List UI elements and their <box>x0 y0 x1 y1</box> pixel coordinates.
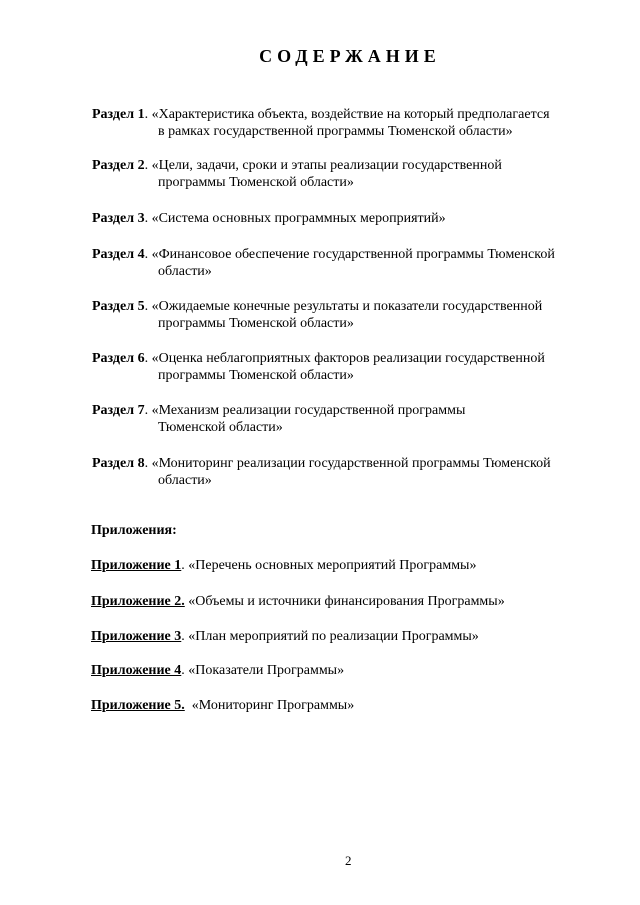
section-7 <box>92 402 602 436</box>
section-4 <box>92 246 602 280</box>
appendix-5 <box>91 697 354 714</box>
section-title-line2: области» <box>158 264 212 279</box>
section-separator: . <box>144 351 152 366</box>
section-label: Раздел 5 <box>92 299 145 314</box>
section-title-line1: «Система основных программных мероприятий» <box>151 211 446 226</box>
section-title-line1: «Механизм реализации государственной программы <box>151 403 466 418</box>
section-title-line2: области» <box>158 473 212 488</box>
section-label: Раздел 7 <box>92 403 145 418</box>
section-separator: . <box>144 247 152 262</box>
section-2 <box>92 157 602 191</box>
section-title-line1: «Мониторинг реализации государственной программы Тюменской <box>151 456 551 471</box>
section-title-line2: программы Тюменской области» <box>158 368 354 383</box>
section-title-line1: «Оценка неблагоприятных факторов реализации государственной <box>151 351 545 366</box>
section-label: Раздел 8 <box>92 456 145 471</box>
appendix-title: . «Показатели Программы» <box>181 663 345 678</box>
appendix-title: . «План мероприятий по реализации Программы» <box>181 629 479 644</box>
section-5 <box>92 298 602 332</box>
section-separator: . <box>144 158 152 173</box>
section-title-line2: Тюменской области» <box>158 420 283 435</box>
section-label: Раздел 2 <box>92 158 145 173</box>
appendix-label: Приложение 5. <box>91 698 185 713</box>
section-separator: . <box>144 456 152 471</box>
section-8 <box>92 455 602 489</box>
appendices-heading: Приложения: <box>91 523 177 538</box>
section-separator: . <box>144 299 152 314</box>
page-number: 2 <box>345 853 352 868</box>
section-6 <box>92 350 602 384</box>
section-label: Раздел 6 <box>92 351 145 366</box>
appendix-title: . «Перечень основных мероприятий Программы» <box>181 558 477 573</box>
section-label: Раздел 3 <box>92 211 145 226</box>
appendix-title: «Объемы и источники финансирования Программы» <box>184 594 505 609</box>
section-title-line1: «Характеристика объекта, воздействие на который предполагается <box>151 107 550 122</box>
appendix-title: «Мониторинг Программы» <box>184 698 355 713</box>
section-title-line2: в рамках государственной программы Тюменской области» <box>158 124 513 139</box>
section-3 <box>92 210 602 227</box>
section-title-line1: «Финансовое обеспечение государственной программы Тюменской <box>151 247 555 262</box>
appendix-label: Приложение 1 <box>91 558 182 573</box>
section-1 <box>92 106 602 140</box>
section-separator: . <box>144 403 152 418</box>
appendix-3 <box>91 628 479 645</box>
page-title: СОДЕРЖАНИЕ <box>259 46 441 66</box>
section-title-line2: программы Тюменской области» <box>158 316 354 331</box>
appendix-label: Приложение 2. <box>91 594 185 609</box>
section-label: Раздел 4 <box>92 247 145 262</box>
appendix-label: Приложение 4 <box>91 663 182 678</box>
section-separator: . <box>144 211 152 226</box>
section-separator: . <box>144 107 152 122</box>
section-title-line1: «Ожидаемые конечные результаты и показатели государственной <box>151 299 543 314</box>
appendix-label: Приложение 3 <box>91 629 182 644</box>
appendix-4 <box>91 662 344 679</box>
appendix-1 <box>91 557 476 574</box>
section-title-line2: программы Тюменской области» <box>158 175 354 190</box>
appendix-2 <box>91 593 505 610</box>
section-title-line1: «Цели, задачи, сроки и этапы реализации государственной <box>151 158 502 173</box>
section-label: Раздел 1 <box>92 107 145 122</box>
